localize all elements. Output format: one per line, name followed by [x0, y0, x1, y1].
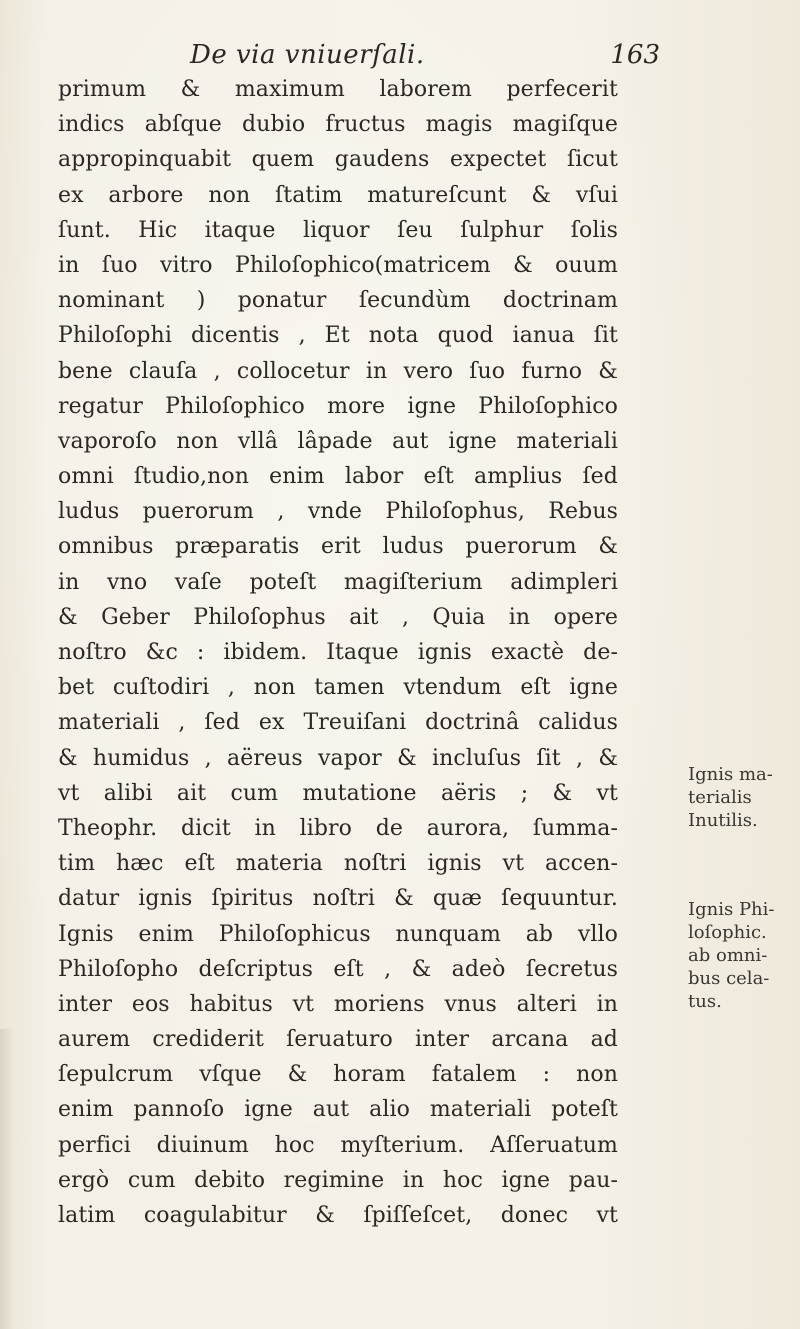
text-line: perfici diuinum hoc myſterium. Aſſeruatum [58, 1132, 618, 1158]
text-line: in vno vaſe poteſt magiſterium adimpleri [58, 569, 618, 595]
body-text [58, 72, 618, 1233]
text-line: ex arbore non ſtatim matureſcunt & vſui [58, 182, 618, 208]
text-line: latim coagulabitur & ſpiſſeſcet, donec vt [58, 1203, 618, 1228]
text-line: Philoſopho deſcriptus eſt , & adeò ſecretus [58, 956, 618, 982]
text-line: indics abſque dubio fructus magis magiſque [58, 112, 618, 138]
margin-note-line: Ignis ma- [688, 764, 773, 785]
text-line: in ſuo vitro Philoſophico(matricem & ouum [58, 252, 618, 278]
margin-note-line: ab omni- [688, 945, 768, 966]
running-title: De via vniuerſali. [190, 40, 425, 70]
text-line: appropinquabit quem gaudens expectet ſicut [58, 147, 618, 173]
text-line: bet cuſtodiri , non tamen vtendum eſt igne [58, 675, 618, 701]
text-line: ſunt. Hic itaque liquor ſeu ſulphur ſolis [58, 217, 618, 243]
text-line: omni ſtudio,non enim labor eſt amplius ſed [58, 464, 618, 490]
text-line: Theophr. dicit in libro de aurora, ſumma- [58, 815, 618, 841]
margin-note-line: Inutilis. [688, 810, 758, 831]
text-line: regatur Philoſophico more igne Philoſophico [58, 393, 618, 419]
margin-note-line: loſophic. [688, 922, 767, 943]
page-edge-shadow [0, 1029, 14, 1329]
text-line: vaporoſo non vllâ lâpade aut igne materiali [58, 428, 618, 454]
margin-note-line: bus cela- [688, 968, 770, 989]
text-line: & humidus , aëreus vapor & incluſus ſit , & [58, 745, 618, 771]
margin-note-line: Ignis Phi- [688, 899, 775, 920]
margin-note-ignis-materialis [688, 763, 793, 832]
text-line: omnibus præparatis erit ludus puerorum & [58, 534, 618, 560]
margin-note-line: terialis [688, 787, 752, 808]
text-line: Ignis enim Philoſophicus nunquam ab vllo [58, 921, 618, 947]
page-number: 163 [610, 40, 660, 70]
text-line: enim pannoſo igne aut alio materiali poteſt [58, 1097, 618, 1123]
text-line: bene clauſa , collocetur in vero ſuo furno & [58, 358, 618, 384]
text-line: vt alibi ait cum mutatione aëris ; & vt [58, 780, 618, 806]
text-line: ludus puerorum , vnde Philoſophus, Rebus [58, 499, 618, 525]
text-line: tim hæc eſt materia noſtri ignis vt accen- [58, 851, 618, 877]
text-line: aurem crediderit ſeruaturo inter arcana ad [58, 1027, 618, 1053]
margin-note-line: tus. [688, 991, 722, 1012]
text-line: primum & maximum laborem perfecerit [58, 77, 618, 102]
text-line: Philoſophi dicentis , Et nota quod ianua ſit [58, 323, 618, 349]
text-line: materiali , ſed ex Treuiſani doctrinâ calidus [58, 710, 618, 736]
text-line: datur ignis ſpiritus noſtri & quæ ſequuntur. [58, 886, 618, 912]
text-line: ergò cum debito regimine in hoc igne pau- [58, 1167, 618, 1193]
text-line: noſtro &c : ibidem. Itaque ignis exactè de- [58, 640, 618, 665]
text-line: & Geber Philoſophus ait , Quia in opere [58, 604, 618, 630]
text-line: ſepulcrum vſque & horam fatalem : non [58, 1062, 618, 1088]
text-line: nominant ) ponatur ſecundùm doctrinam [58, 288, 618, 314]
text-line: inter eos habitus vt moriens vnus alteri in [58, 991, 618, 1017]
margin-note-ignis-philosophicus [688, 898, 793, 1013]
